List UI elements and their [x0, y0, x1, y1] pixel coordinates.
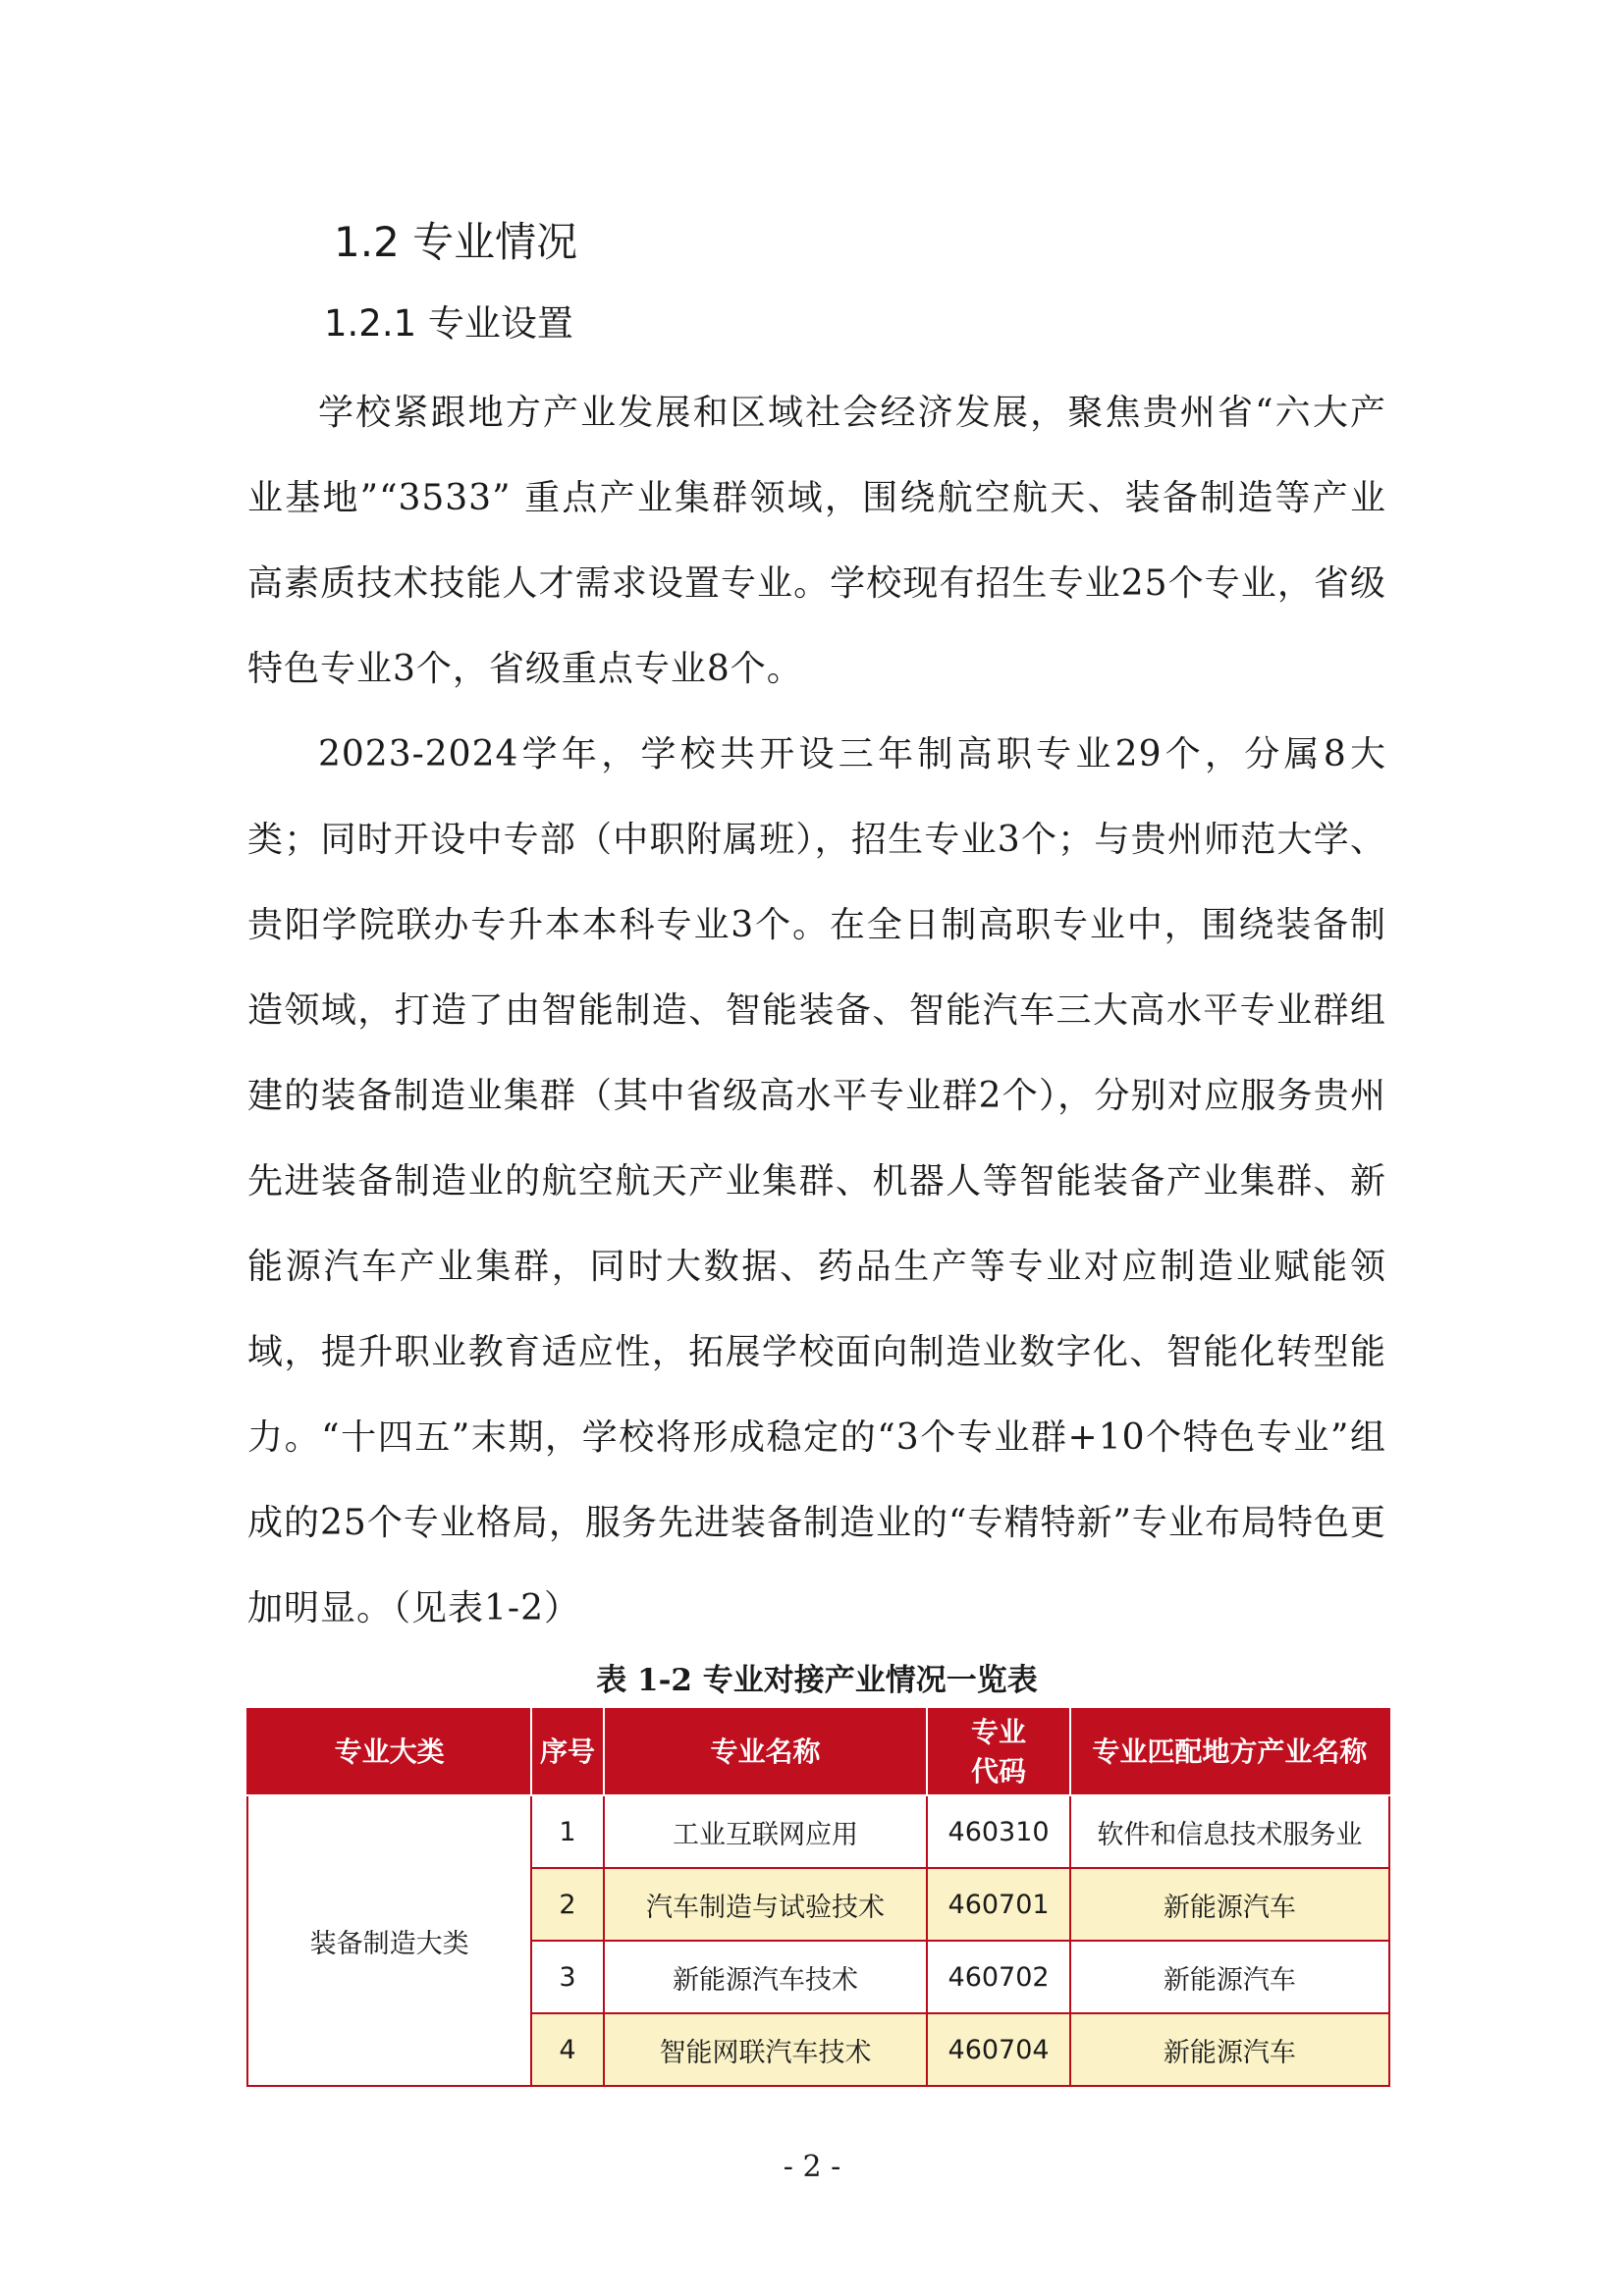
header-industry: 专业匹配地方产业名称 [1070, 1709, 1389, 1795]
industry-cell: 新能源汽车 [1070, 1868, 1389, 1941]
header-category: 专业大类 [247, 1709, 531, 1795]
section-heading: 1.2 专业情况 [334, 218, 578, 266]
seq-cell: 3 [531, 1941, 603, 2013]
paragraph-major-groups: 2023-2024学年，学校共开设三年制高职专业29个，分属8大类；同时开设中专部（中职附属班），招生专业3个；与贵州师范大学、贵阳学院联办专升本本科专业3个。在全日制高职专业中，围绕装备制造领域，打造了由智能制造、智能装备、智能汽车三大高水平专业群组建的装备制造业集群（其中省级高水平专业群2个），分别对应服务贵州先进装备制造业的航空航天产业集群、机器人等智能装备产业集群、新能源汽车产业集群，同时大数据、药品生产等专业对应制造业赋能领域，提升职业教育适应性，拓展学校面向制造业数字化、智能化转型能力。“十四五”末期，学校将形成稳定的“3个专业群+10个特色专业”组成的25个专业格局，服务先进装备制造业的“专精特新”专业布局特色更加明显。（见表1-2） [247, 734, 1386, 1629]
industry-cell: 新能源汽车 [1070, 2013, 1389, 2086]
industry-cell: 软件和信息技术服务业 [1070, 1795, 1389, 1868]
code-cell: 460704 [927, 2013, 1069, 2086]
page-number: - 2 - [783, 2150, 841, 2184]
paragraph-major-setup: 学校紧跟地方产业发展和区域社会经济发展，聚焦贵州省“六大产业基地”“3533” 重点产业集群领域，围绕航空航天、装备制造等产业高素质技术技能人才需求设置专业。学校现有招生专业25个专业，省级特色专业3个，省级重点专业8个。 [247, 393, 1386, 689]
code-cell: 460310 [927, 1795, 1069, 1868]
table-caption: 表 1-2 专业对接产业情况一览表 [596, 1663, 1038, 1698]
seq-cell: 2 [531, 1868, 603, 1941]
header-code [927, 1709, 1069, 1795]
name-cell: 汽车制造与试验技术 [604, 1868, 928, 1941]
major-industry-table [246, 1708, 1390, 2087]
subsection-heading: 1.2.1 专业设置 [324, 302, 573, 345]
code-cell: 460702 [927, 1941, 1069, 2013]
industry-cell: 新能源汽车 [1070, 1941, 1389, 2013]
header-code-line1: 专业 [971, 1716, 1027, 1748]
header-code-line2: 代码 [971, 1755, 1027, 1788]
header-name: 专业名称 [604, 1709, 928, 1795]
header-seq: 序号 [531, 1709, 603, 1795]
name-cell: 工业互联网应用 [604, 1795, 928, 1868]
table-row [247, 1795, 1389, 1868]
table-header-row [247, 1709, 1389, 1795]
category-cell: 装备制造大类 [247, 1795, 531, 2086]
seq-cell: 4 [531, 2013, 603, 2086]
seq-cell: 1 [531, 1795, 603, 1868]
name-cell: 智能网联汽车技术 [604, 2013, 928, 2086]
name-cell: 新能源汽车技术 [604, 1941, 928, 2013]
code-cell: 460701 [927, 1868, 1069, 1941]
